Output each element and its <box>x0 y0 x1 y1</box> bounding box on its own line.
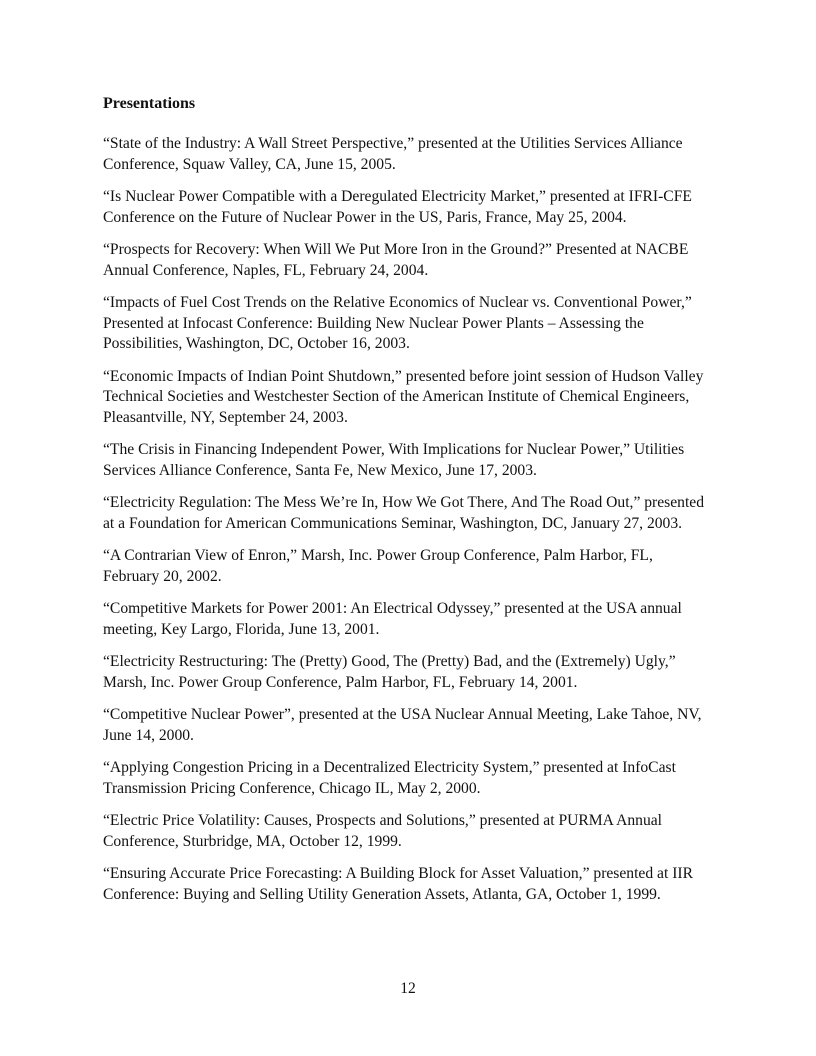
entry-line: Services Alliance Conference, Santa Fe, New Mexico, June 17, 2003. <box>103 461 537 479</box>
entry-line: “The Crisis in Financing Independent Power, With Implications for Nuclear Power,” Utilities <box>103 441 685 458</box>
entry-line: “Competitive Nuclear Power”, presented at the USA Nuclear Annual Meeting, Lake Tahoe, NV, <box>103 706 702 723</box>
entry-line: at a Foundation for American Communications Seminar, Washington, DC, January 27, 2003. <box>103 514 683 532</box>
presentation-entry <box>103 493 743 534</box>
presentation-entry <box>103 705 743 746</box>
section-heading: Presentations <box>103 95 196 112</box>
presentation-entry <box>103 546 743 587</box>
presentation-entry <box>103 134 743 175</box>
entry-line: Conference, Sturbridge, MA, October 12, 1999. <box>103 832 402 850</box>
entry-line: Conference: Buying and Selling Utility Generation Assets, Atlanta, GA, October 1, 1999. <box>103 885 661 903</box>
entry-line: “Impacts of Fuel Cost Trends on the Relative Economics of Nuclear vs. Conventional Power,” <box>103 294 692 311</box>
entry-line: Marsh, Inc. Power Group Conference, Palm Harbor, FL, February 14, 2001. <box>103 673 578 691</box>
presentation-entry <box>103 293 743 355</box>
entry-line: “Electricity Restructuring: The (Pretty) Good, The (Pretty) Bad, and the (Extremely) Ugly,” <box>103 653 676 670</box>
presentation-entry <box>103 864 743 905</box>
page-number: 12 <box>400 980 416 997</box>
entry-line: “Electric Price Volatility: Causes, Prospects and Solutions,” presented at PURMA Annual <box>103 812 662 829</box>
entry-line: “Ensuring Accurate Price Forecasting: A Building Block for Asset Valuation,” presented at IIR <box>103 865 693 882</box>
entry-line: “Prospects for Recovery: When Will We Put More Iron in the Ground?” Presented at NACBE <box>103 241 689 258</box>
presentation-list <box>103 134 743 917</box>
entry-line: June 14, 2000. <box>103 726 194 744</box>
presentation-entry <box>103 811 743 852</box>
entry-line: Annual Conference, Naples, FL, February 24, 2004. <box>103 261 429 279</box>
presentation-entry <box>103 652 743 693</box>
presentation-entry <box>103 240 743 281</box>
entry-line: “Is Nuclear Power Compatible with a Deregulated Electricity Market,” presented at IFRI-CFE <box>103 188 692 205</box>
entry-line: Transmission Pricing Conference, Chicago IL, May 2, 2000. <box>103 779 481 797</box>
entry-line: “A Contrarian View of Enron,” Marsh, Inc. Power Group Conference, Palm Harbor, FL, <box>103 547 653 564</box>
entry-line: Possibilities, Washington, DC, October 16, 2003. <box>103 335 410 352</box>
entry-line: Technical Societies and Westchester Section of the American Institute of Chemical Engineers, <box>103 388 690 405</box>
entry-line: “State of the Industry: A Wall Street Perspective,” presented at the Utilities Services Alliance <box>103 135 683 152</box>
entry-line: Conference, Squaw Valley, CA, June 15, 2005. <box>103 155 396 173</box>
entry-line: Conference on the Future of Nuclear Power in the US, Paris, France, May 25, 2004. <box>103 208 627 226</box>
entry-line: meeting, Key Largo, Florida, June 13, 2001. <box>103 620 380 638</box>
entry-line: “Economic Impacts of Indian Point Shutdown,” presented before joint session of Hudson Valley <box>103 367 704 385</box>
presentation-entry <box>103 599 743 640</box>
entry-line: “Electricity Regulation: The Mess We’re In, How We Got There, And The Road Out,” presented <box>103 494 705 511</box>
entry-line: “Competitive Markets for Power 2001: An Electrical Odyssey,” presented at the USA annual <box>103 600 682 617</box>
presentation-entry <box>103 440 743 481</box>
presentation-entry <box>103 187 743 228</box>
presentation-entry <box>103 367 743 429</box>
entry-line: Presented at Infocast Conference: Building New Nuclear Power Plants – Assessing the <box>103 314 644 332</box>
presentation-entry <box>103 758 743 799</box>
entry-line: “Applying Congestion Pricing in a Decentralized Electricity System,” presented at InfoCast <box>103 759 676 776</box>
entry-line: Pleasantville, NY, September 24, 2003. <box>103 408 348 426</box>
entry-line: February 20, 2002. <box>103 567 222 585</box>
